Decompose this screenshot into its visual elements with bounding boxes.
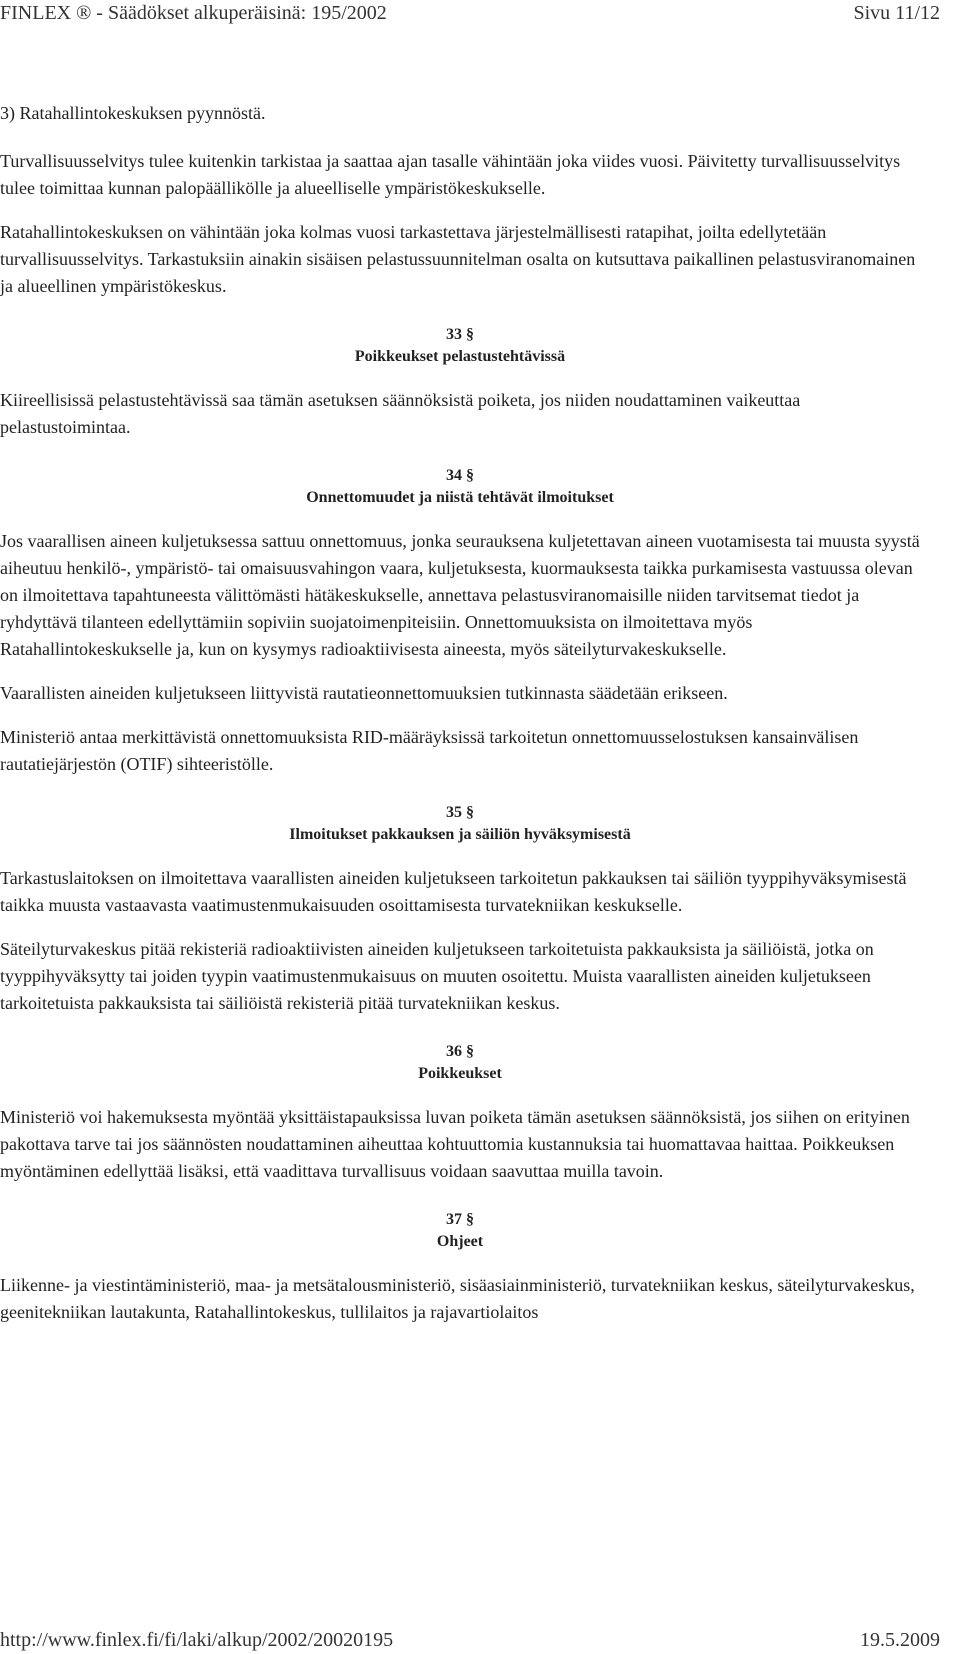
page-footer: [0, 1626, 940, 1654]
document-title: FINLEX ® - Säädökset alkuperäisinä: 195/2002: [0, 2, 387, 24]
section-heading-34: [0, 465, 920, 509]
section-heading-33: [0, 324, 920, 368]
paragraph: 3) Ratahallintokeskuksen pyynnöstä.: [0, 103, 266, 123]
paragraph: Ministeriö voi hakemuksesta myöntää yksittäistapauksissa luvan poiketa tämän asetuksen säännöksistä, jos siihen on erityinen pakottava tarve tai jos säännösten noudattaminen aiheuttaa kohtuuttomia kustannuksia tai huomattavaa haittaa. Poikkeuksen myöntäminen edellyttää lisäksi, että vaadittava turvallisuus voidaan saavuttaa muilla tavoin.: [0, 1107, 910, 1181]
section-number: 35 §: [446, 804, 474, 821]
paragraph: Jos vaarallisen aineen kuljetuksessa sattuu onnettomuus, jonka seurauksena kuljetettavan aineen vuotamisesta tai muusta syystä aiheutuu henkilö-, ympäristö- tai omaisuusvahingon vaara, kuljetuksesta, kuormauksesta taikka purkamisesta vastuussa olevan on ilmoitettava tapahtuneesta välittömästi hätäkeskukselle, annettava pelastusviranomaisille niiden tarvitsemat tiedot ja ryhdyttävä tilanteen edellyttämiin sopiviin suojatoimenpiteisiin. Onnettomuuksista on ilmoitettava myös Ratahallintokeskukselle ja, kun on kysymys radioaktiivisesta aineesta, myös säteilyturvakeskukselle.: [0, 531, 920, 659]
section-number: 34 §: [446, 467, 474, 484]
section-title: Onnettomuudet ja niistä tehtävät ilmoitukset: [306, 489, 614, 506]
paragraph: Ratahallintokeskuksen on vähintään joka kolmas vuosi tarkastettava järjestelmällisesti ratapihat, joilta edellytetään turvallisuusselvitys. Tarkastuksiin ainakin sisäisen pelastussuunnitelman osalta on kutsuttava paikallinen pelastusviranomainen ja alueellinen ympäristökeskus.: [0, 222, 916, 296]
paragraph: Ministeriö antaa merkittävistä onnettomuuksista RID-määräyksissä tarkoitetun onnettomuusselostuksen kansainvälisen rautatiejärjestön (OTIF) sihteeristölle.: [0, 727, 859, 774]
section-heading-35: [0, 802, 920, 846]
section-number: 33 §: [446, 326, 474, 343]
section-number: 36 §: [446, 1043, 474, 1060]
page-header: [0, 0, 940, 26]
page-number: Sivu 11/12: [853, 2, 940, 24]
section-title: Poikkeukset: [418, 1065, 502, 1082]
section-title: Ilmoitukset pakkauksen ja säiliön hyväksymisestä: [289, 826, 631, 843]
paragraph: Turvallisuusselvitys tulee kuitenkin tarkistaa ja saattaa ajan tasalle vähintään joka viides vuosi. Päivitetty turvallisuusselvitys tulee toimittaa kunnan palopäällikölle ja alueelliselle ympäristökeskukselle.: [0, 151, 901, 198]
section-heading-37: [0, 1209, 920, 1253]
paragraph: Säteilyturvakeskus pitää rekisteriä radioaktiivisten aineiden kuljetukseen tarkoitetuista pakkauksista ja säiliöistä, jotka on tyyppihyväksytty tai joiden tyypin vaatimustenmukaisuus on muuten osoitettu. Muista vaarallisten aineiden kuljetukseen tarkoitetuista pakkauksista tai säiliöistä rekisteriä pitää turvatekniikan keskus.: [0, 939, 874, 1013]
section-number: 37 §: [446, 1211, 474, 1228]
paragraph: Liikenne- ja viestintäministeriö, maa- ja metsätalousministeriö, sisäasiainministeriö, turvatekniikan keskus, säteilyturvakeskus, geenitekniikan lautakunta, Ratahallintokeskus, tullilaitos ja rajavartiolaitos: [0, 1275, 915, 1322]
document-body: [0, 100, 920, 1326]
section-title: Ohjeet: [436, 1233, 484, 1250]
paragraph: Tarkastuslaitoksen on ilmoitettava vaarallisten aineiden kuljetukseen tarkoitetun pakkauksen tai säiliön tyyppihyväksymisestä taikka muusta vastaavasta vaatimustenmukaisuuden osoittamisesta turvatekniikan keskukselle.: [0, 868, 907, 915]
footer-url: http://www.finlex.fi/fi/laki/alkup/2002/20020195: [0, 1629, 394, 1651]
section-heading-36: [0, 1041, 920, 1085]
paragraph: Kiireellisissä pelastustehtävissä saa tämän asetuksen säännöksistä poiketa, jos niiden noudattaminen vaikeuttaa pelastustoimintaa.: [0, 390, 801, 437]
paragraph: Vaarallisten aineiden kuljetukseen liittyvistä rautatieonnettomuuksien tutkinnasta säädetään erikseen.: [0, 683, 728, 703]
section-title: Poikkeukset pelastustehtävissä: [354, 348, 566, 365]
footer-date: 19.5.2009: [860, 1629, 940, 1651]
